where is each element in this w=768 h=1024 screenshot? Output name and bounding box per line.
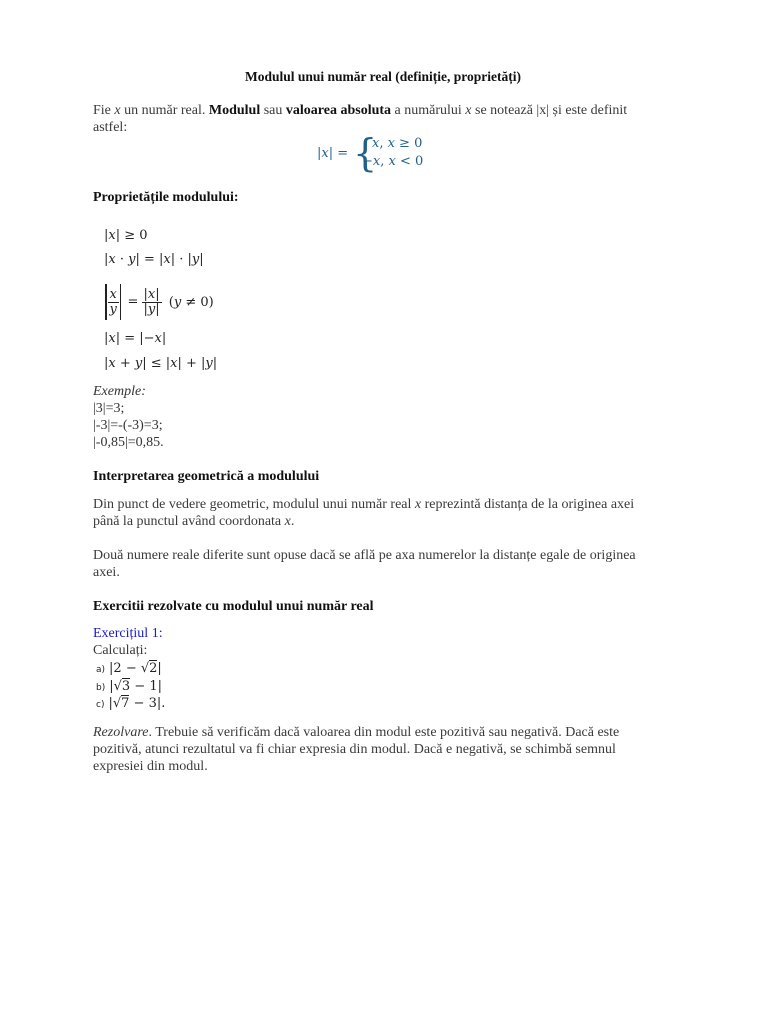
exercises-heading: Exercitii rezolvate cu modulul unui număr real: [93, 599, 374, 614]
intro-text: se notează |x| și este definit: [471, 103, 628, 118]
math-part: |2 −: [109, 661, 141, 676]
intro-line-2: astfel:: [93, 120, 128, 135]
numerator: |𝑥|: [143, 286, 160, 302]
geometric-line-2: [93, 513, 294, 530]
example-3: |-0,85|=0,85.: [93, 435, 164, 450]
geometric-text: Din punct de vedere geometric, modulul unui număr real: [93, 497, 415, 512]
equals: =: [127, 294, 139, 310]
page-title: Modulul unui număr real (definiție, proprietăți): [245, 69, 522, 84]
property-3: [103, 284, 214, 320]
abs-bar: [120, 284, 122, 320]
intro-text: Fie: [93, 103, 115, 118]
property-1: |𝑥| ≥ 0: [104, 228, 148, 243]
sqrt-symbol: √: [140, 661, 150, 676]
geometric-line-4: axei.: [93, 565, 120, 580]
fraction-x-over-y: [109, 288, 118, 317]
property-5: |𝑥 + 𝑦| ≤ |𝑥| + |𝑦|: [104, 356, 218, 371]
definition-lhs: |𝑥| =: [317, 146, 349, 161]
intro-text: a numărului: [391, 103, 466, 118]
solution-line-2: pozitivă, atunci rezultatul va fi chiar expresia din modul. Dacă e negativă, se schimbă semnul: [93, 742, 616, 757]
definition-case-2: −𝑥, 𝑥 < 0: [362, 154, 424, 169]
var-x: x: [414, 497, 422, 512]
math-part: |: [157, 661, 162, 676]
geometric-line-1: [93, 496, 634, 513]
geometric-text: până la punctul având coordonata: [93, 514, 285, 529]
item-label: b): [96, 683, 106, 693]
property-2: |𝑥 · 𝑦| = |𝑥| · |𝑦|: [104, 252, 204, 267]
intro-var-x: x: [465, 103, 472, 118]
properties-heading: Proprietățile modulului:: [93, 190, 239, 205]
item-label: c): [96, 700, 105, 710]
condition: (𝑦 ≠ 0): [168, 294, 214, 310]
denominator: |𝑦|: [143, 301, 160, 317]
solution-label: Rezolvare: [93, 725, 149, 740]
exercise-item-b: [96, 677, 162, 695]
examples-label: Exemple:: [93, 384, 146, 399]
geometric-line-3: Două numere reale diferite sunt opuse dacă se află pe axa numerelor la distanțe egale de originea: [93, 548, 636, 563]
math-part: |: [109, 679, 114, 694]
example-2: |-3|=-(-3)=3;: [93, 418, 163, 433]
item-label: a): [96, 665, 106, 675]
sqrt-symbol: √: [112, 696, 122, 711]
solution-line-3: expresiei din modul.: [93, 759, 208, 774]
radicand: 7: [121, 696, 130, 711]
radicand: 3: [121, 679, 131, 694]
exercise-item-a: [96, 659, 162, 677]
math-part: |: [108, 696, 113, 711]
exercise-1-label: Exercițiul 1:: [93, 626, 163, 641]
fraction-absx-over-absy: [143, 288, 161, 317]
intro-bold-valoarea: valoarea absoluta: [285, 103, 392, 118]
denominator: 𝑦: [109, 301, 117, 317]
radicand: 2: [149, 661, 158, 676]
exercise-instruction: Calculați:: [93, 643, 148, 658]
geometric-text: .: [290, 514, 295, 529]
intro-text: sau: [260, 103, 286, 118]
intro-bold-modulul: Modulul: [208, 103, 261, 118]
definition-brace: {: [353, 131, 378, 175]
geometric-text: reprezintă distanța de la originea axei: [421, 497, 635, 512]
intro-var-x: x: [114, 103, 121, 118]
numerator: 𝑥: [109, 286, 117, 302]
exercise-item-c: [96, 694, 165, 712]
intro-text: un număr real.: [120, 103, 209, 118]
solution-text: . Trebuie să verificăm dacă valoarea din modul este pozitivă sau negativă. Dacă este: [148, 725, 620, 740]
math-part: − 3|.: [129, 696, 166, 711]
math-part: − 1|: [130, 679, 163, 694]
geometric-heading: Interpretarea geometrică a modulului: [93, 469, 320, 484]
var-x: x: [284, 514, 291, 529]
solution-line-1: [93, 724, 619, 741]
intro-line-1: [93, 102, 627, 119]
property-4: |𝑥| = |−𝑥|: [104, 331, 167, 346]
definition-case-1: 𝑥, 𝑥 ≥ 0: [372, 136, 423, 151]
sqrt-symbol: √: [113, 679, 122, 694]
abs-bar: [105, 284, 107, 320]
example-1: |3|=3;: [93, 401, 125, 416]
